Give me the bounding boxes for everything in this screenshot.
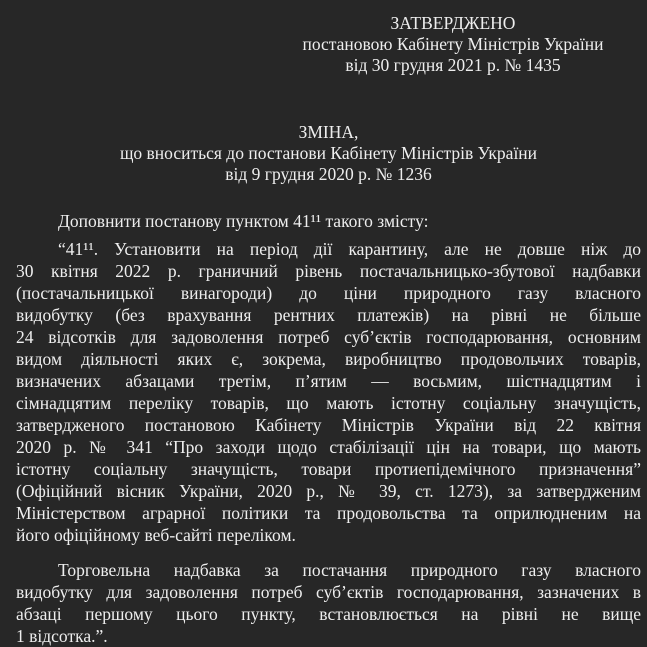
- approval-line-date-number: від 30 грудня 2021 р. № 1435: [345, 55, 561, 75]
- text-line: 30 квітня 2022 р. граничний рівень постачальницько-збутової надбавки: [16, 261, 641, 281]
- text-line: Міністерством аграрної політики та продовольства та оприлюдненим на: [16, 503, 641, 523]
- title-line-change: ЗМІНА,: [298, 122, 359, 142]
- text-line: істотну соціальну значущість, товари протиепідемічного призначення”: [16, 459, 641, 479]
- text-line: визначених абзацами третім, п’ятим — восьмим, шістнадцятим і: [16, 371, 641, 391]
- text-line: його офіційному веб-сайті переліком.: [16, 525, 296, 545]
- text-line: 1 відсотка.”.: [16, 626, 108, 646]
- text-line: видобутку (без врахування рентних платежів) на рівні не більше: [16, 305, 641, 325]
- title-line-date-number: від 9 грудня 2020 р. № 1236: [225, 164, 432, 184]
- text-line: “41¹¹. Установити на період дії карантину, але не довше ніж до: [58, 239, 641, 259]
- text-line: 24 відсотків для задоволення потреб суб’єктів господарювання, основним: [16, 327, 641, 347]
- paragraph-trade-markup: [16, 559, 641, 647]
- title-line-subject: що вноситься до постанови Кабінету Міністрів України: [119, 143, 538, 163]
- text-line: видобутку для задоволення потреб суб’єктів господарювання, зазначених в: [16, 582, 641, 602]
- text-line: сімнадцятим переліку товарів, що мають істотну соціальну значущість,: [16, 393, 641, 413]
- document-title: [16, 122, 641, 185]
- text-line: 2020 р. № 341 “Про заходи щодо стабілізації цін на товари, що мають: [16, 437, 641, 457]
- text-line: видом діяльності яких є, зокрема, виробництво продовольчих товарів,: [16, 349, 641, 369]
- paragraph-main: [16, 238, 641, 546]
- text-line: затвердженого постановою Кабінету Міністрів України від 22 квітня: [16, 415, 641, 435]
- text-line: Торговельна надбавка за постачання природного газу власного: [58, 560, 641, 580]
- approval-stamp: [283, 13, 623, 76]
- approval-line-resolution: постановою Кабінету Міністрів України: [302, 34, 604, 54]
- text-line: (Офіційний вісник України, 2020 р., № 39, ст. 1273), за затвердженим: [16, 481, 641, 501]
- text-line: (постачальницької винагороди) до ціни природного газу власного: [16, 283, 641, 303]
- text-line: абзаці першому цього пункту, встановлюється на рівні не вище: [16, 604, 641, 624]
- text-line: Доповнити постанову пунктом 41¹¹ такого змісту:: [58, 211, 429, 231]
- approval-line-approved: ЗАТВЕРДЖЕНО: [390, 13, 516, 33]
- paragraph-intro: [16, 210, 641, 232]
